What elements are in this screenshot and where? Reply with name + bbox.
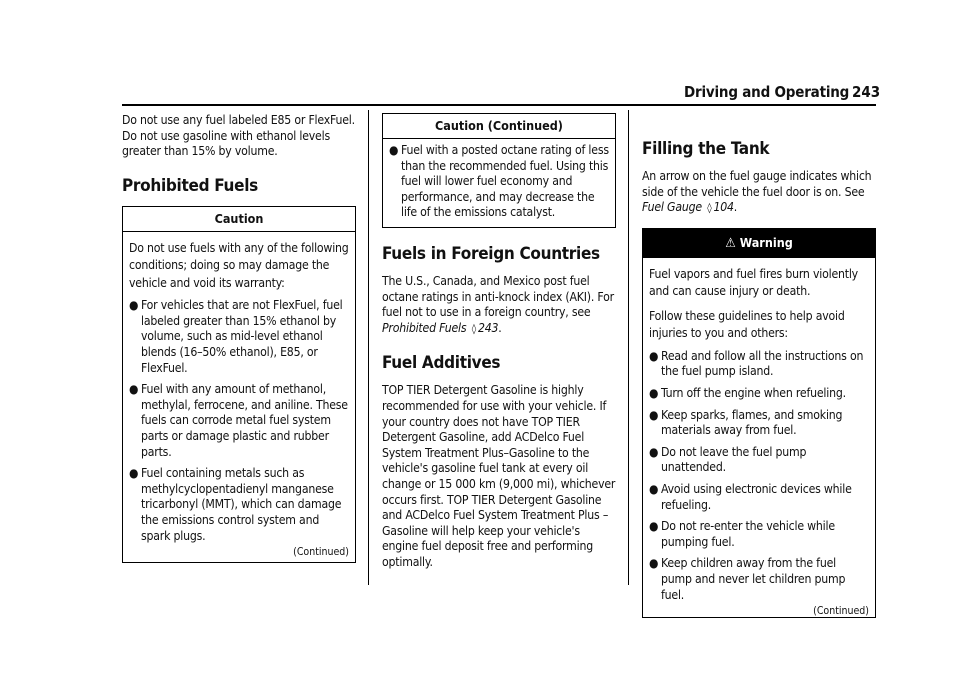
e85-notice-text: Do not use any fuel labeled E85 or FlexFuel. Do not use gasoline with ethanol levels greater than 15% by volume. bbox=[122, 113, 355, 159]
xref-page[interactable]: 243 bbox=[477, 320, 499, 335]
list-item: ● Fuel with a posted octane rating of less than the recommended fuel. Using this fuel will lower fuel economy and performance, and may decrease the life of the emissions catalyst. bbox=[389, 143, 609, 220]
warning-body bbox=[643, 258, 875, 617]
caution-title: Caution bbox=[123, 207, 355, 232]
list-item: ● Do not re-enter the vehicle while pumping fuel. bbox=[649, 519, 835, 549]
list-item: ● Do not leave the fuel pump unattended. bbox=[649, 444, 807, 475]
caution-bullets bbox=[129, 298, 349, 544]
caution-continued-body bbox=[383, 139, 615, 227]
column-divider bbox=[368, 110, 369, 585]
fuel-gauge-link[interactable]: Fuel Gauge bbox=[642, 200, 702, 215]
column-2 bbox=[382, 113, 616, 570]
list-item: ● Turn off the engine when refueling. bbox=[649, 385, 846, 400]
bullet-dot-icon: ● bbox=[129, 298, 139, 313]
bullet-dot-icon: ● bbox=[129, 382, 139, 397]
fuel-additives-heading: Fuel Additives bbox=[382, 353, 501, 374]
filling-tank-intro: An arrow on the fuel gauge indicates which side of the vehicle the fuel door is on. See Fuel Gauge ◊ 104. bbox=[642, 169, 872, 215]
xref-page[interactable]: 104 bbox=[713, 200, 734, 215]
caution-continued-title: Caution (Continued) bbox=[383, 114, 615, 139]
foreign-countries-heading: Fuels in Foreign Countries bbox=[382, 243, 600, 264]
list-item: ● Fuel containing metals such as methylcyclopentadienyl manganese tricarbonyl (MMT), which can damage the emissions control system and spark plugs. bbox=[129, 466, 342, 543]
fuel-additives-text: TOP TIER Detergent Gasoline is highly recommended for use with your vehicle. If your country does not have TOP TIER Detergent Gasoline, add ACDelco Fuel System Treatment Plus–Gasoline to the vehicle's gasoline fuel tank at every oil change or 15 000 km (9,000 mi), whichever occurs first. TOP TIER Detergent Gasoline and ACDelco Fuel System Treatment Plus –Gasoline will help keep your vehicle's engine fuel deposit free and performing optimally. bbox=[382, 383, 616, 569]
column-divider bbox=[628, 110, 629, 585]
continued-label: (Continued) bbox=[813, 605, 869, 618]
bullet-dot-icon: ● bbox=[649, 556, 659, 571]
continued-label: (Continued) bbox=[293, 546, 349, 559]
prohibited-fuels-link[interactable]: Prohibited Fuels bbox=[382, 320, 467, 335]
warning-bullets bbox=[649, 349, 869, 603]
bullet-dot-icon: ● bbox=[389, 143, 399, 157]
warning-guidelines: Follow these guidelines to help avoid injuries to you and others: bbox=[649, 308, 845, 341]
bullet-dot-icon: ● bbox=[649, 385, 659, 400]
page-number: 243 bbox=[852, 83, 881, 101]
list-item: ● Keep children away from the fuel pump and never let children pump fuel. bbox=[649, 556, 846, 602]
list-item: ● Keep sparks, flames, and smoking materials away from fuel. bbox=[649, 407, 843, 438]
arrow-ref-icon: ◊ bbox=[471, 323, 476, 335]
list-item: ● For vehicles that are not FlexFuel, fuel labeled greater than 15% ethanol by volume, such as mid-level ethanol blends (16–50% ethanol), E85, or FlexFuel. bbox=[129, 298, 343, 375]
bullet-dot-icon: ● bbox=[649, 481, 659, 496]
caution-body bbox=[123, 232, 355, 558]
prohibited-fuels-heading: Prohibited Fuels bbox=[122, 175, 258, 196]
warning-text: Fuel vapors and fuel fires burn violently and can cause injury or death. bbox=[649, 266, 858, 299]
bullet-dot-icon: ● bbox=[129, 466, 139, 481]
caution-continued-box bbox=[382, 113, 616, 228]
column-1 bbox=[122, 113, 356, 563]
bullet-dot-icon: ● bbox=[649, 444, 659, 459]
list-item: ● Fuel with any amount of methanol, methylal, ferrocene, and aniline. These fuels can corrode metal fuel system parts or damage plastic and rubber parts. bbox=[129, 382, 348, 459]
column-3 bbox=[642, 113, 876, 618]
warning-header bbox=[643, 229, 875, 258]
bullet-dot-icon: ● bbox=[649, 519, 659, 534]
warning-box bbox=[642, 228, 876, 618]
warning-triangle-icon: ⚠ bbox=[725, 235, 736, 251]
list-item: ● Avoid using electronic devices while refueling. bbox=[649, 481, 852, 512]
caution-text: Do not use fuels with any of the following conditions; doing so may damage the vehicle and void its warranty: bbox=[129, 240, 349, 290]
filling-tank-heading: Filling the Tank bbox=[642, 139, 770, 159]
warning-title: Warning bbox=[739, 234, 793, 250]
bullet-dot-icon: ● bbox=[649, 348, 659, 363]
caution-box bbox=[122, 206, 356, 563]
list-item: ● Read and follow all the instructions on the fuel pump island. bbox=[649, 348, 864, 379]
header-rule bbox=[122, 104, 876, 106]
section-title: Driving and Operating bbox=[684, 83, 850, 101]
caution-continued-bullets bbox=[389, 143, 609, 221]
bullet-dot-icon: ● bbox=[649, 407, 659, 422]
foreign-countries-text: The U.S., Canada, and Mexico post fuel octane ratings in anti-knock index (AKI). For fuel not to use in a foreign country, see Prohibited Fuels ◊ 243. bbox=[382, 273, 614, 335]
arrow-ref-icon: ◊ bbox=[707, 203, 712, 215]
